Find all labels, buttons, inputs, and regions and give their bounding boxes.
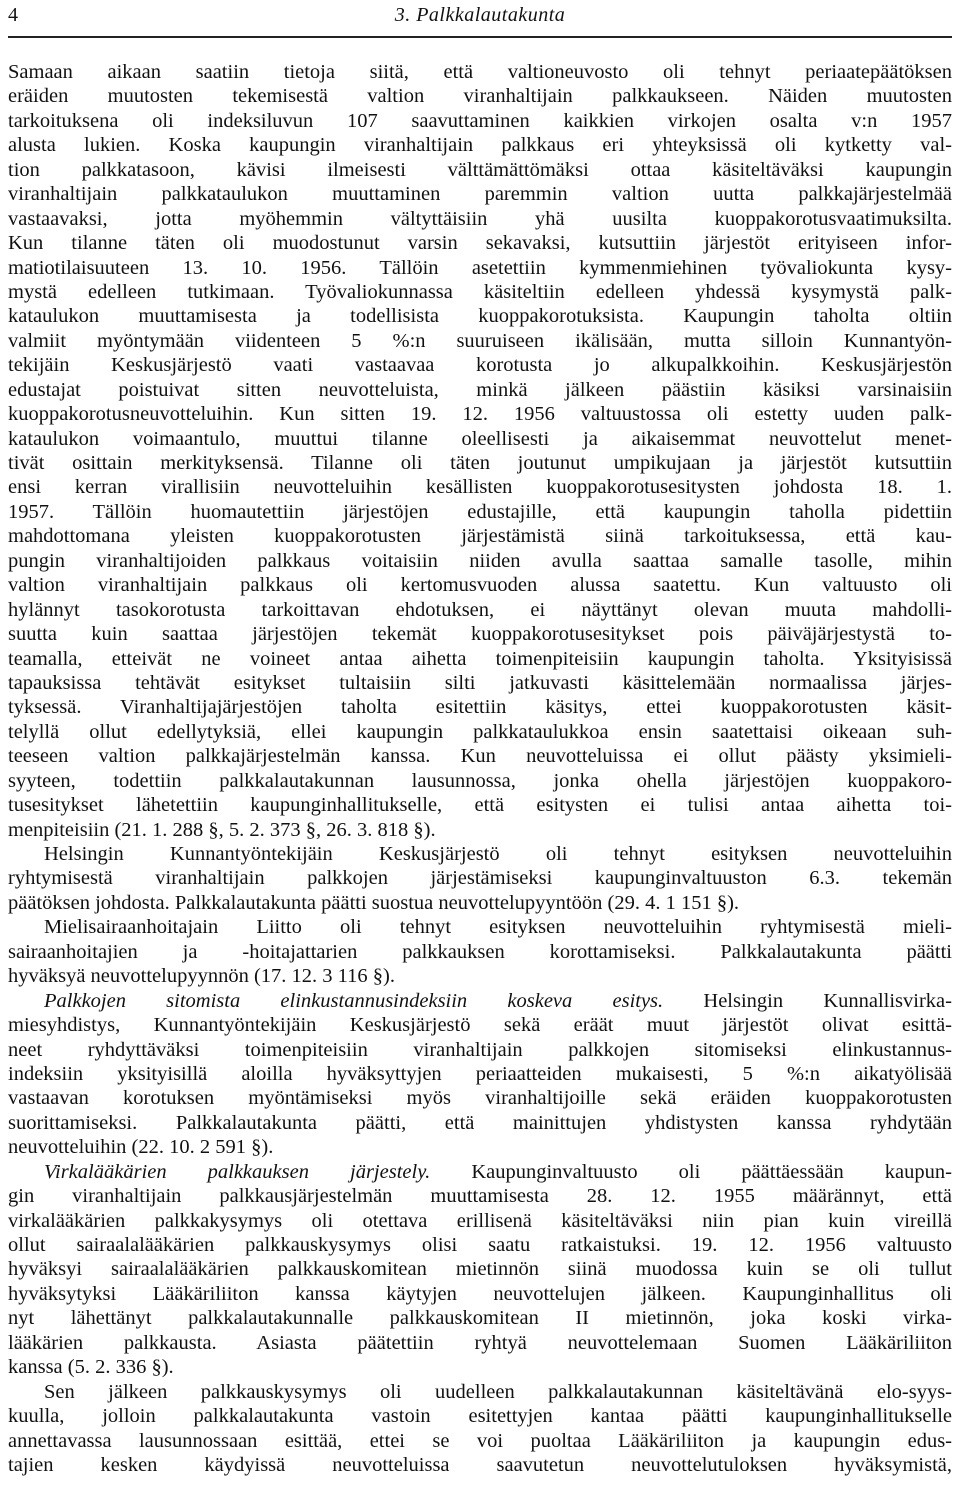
line-text: hyväksytyksi Lääkäriliiton kanssa käytyjen neuvottelujen jälkeen. Kaupunginhallitus oli bbox=[8, 1282, 952, 1305]
text-line bbox=[8, 84, 952, 108]
text-line bbox=[8, 304, 952, 328]
text-line bbox=[8, 1453, 952, 1477]
text-line bbox=[8, 1331, 952, 1355]
line-text: gin viranhaltijain palkkausjärjestelmän muuttamisesta 28. 12. 1955 määrännyt, että bbox=[8, 1185, 952, 1208]
line-text: annettavassa lausunnossaan esittää, ettei se voi puoltaa Lääkäriliiton ja kaupungin edus- bbox=[8, 1429, 952, 1452]
text-line bbox=[8, 378, 952, 402]
line-text: tivät osittain merkityksensä. Tilanne oli täten joutunut umpikujaan ja järjestöt kutsuttiin bbox=[8, 452, 952, 474]
line-text: sairaanhoitajien ja -hoitajattarien palkkauksen korottamiseksi. Palkkalautakunta päätti bbox=[8, 940, 952, 963]
line-text: Helsingin Kunnallisvirka- bbox=[663, 989, 952, 1012]
line-text: tyksessä. Viranhaltijajärjestöjen taholta esitettiin käsitys, ettei kuoppakorotusten käsit- bbox=[8, 696, 952, 719]
text-line bbox=[8, 793, 952, 817]
line-text: viranhaltijain palkkataulukon muuttaminen paremmin valtion uutta palkkajärjestelmää bbox=[8, 183, 952, 206]
text-line bbox=[8, 500, 952, 524]
line-text: neuvotteluihin (22. 10. 2 591 §). bbox=[8, 1136, 274, 1159]
line-text: kuulla, jolloin palkkalautakunta vastoin esitettyjen kantaa päätti kaupunginhallitukselle bbox=[8, 1405, 952, 1428]
text-line bbox=[8, 769, 952, 793]
section-heading: Palkkojen sitomista elinkustannusindeksiin koskeva esitys. bbox=[44, 989, 664, 1012]
text-line bbox=[8, 402, 952, 426]
line-text: edustajat poistuivat sitten neuvotteluista, minkä jälkeen päästiin käsiksi varsinaisiin bbox=[8, 378, 952, 401]
line-text: kataulukon muuttamisesta ja todellisista kuoppakorotuksista. Kaupungin taholta oltiin bbox=[8, 305, 952, 328]
text-line bbox=[8, 524, 952, 548]
line-text: tajien kesken käydyissä neuvotteluissa saavutetun neuvottelutuloksen hyväksymistä, bbox=[8, 1453, 952, 1476]
line-text: Kun tilanne täten oli muodostunut varsin sekavaksi, kutsuttiin järjestöt erityiseen infor- bbox=[8, 232, 952, 255]
text-line bbox=[8, 475, 952, 499]
line-text: Sen jälkeen palkkauskysymys oli uudelleen palkkalautakunnan käsiteltävänä elo-syys- bbox=[44, 1380, 952, 1403]
text-line bbox=[8, 231, 952, 255]
text-line bbox=[8, 842, 952, 866]
text-line bbox=[8, 158, 952, 182]
text-line bbox=[8, 989, 952, 1013]
line-text: ollut sairaalalääkärien palkkauskysymys olisi saatu ratkaistuksi. 19. 12. 1956 valtuusto bbox=[8, 1234, 952, 1256]
text-line bbox=[8, 1086, 952, 1110]
line-text: mahdottomana yleisten kuoppakorotusten järjestämistä siinä tarkoituksessa, että kau- bbox=[8, 525, 952, 548]
line-text: päätöksen johdosta. Palkkalautakunta päätti suostua neuvottelupyyntöön (29. 4. 1 151 §). bbox=[8, 891, 740, 914]
line-text: tekijäin Keskusjärjestö vaati vastaavaa korotusta jo alkupalkkoihin. Keskusjärjestön bbox=[8, 354, 952, 377]
text-line bbox=[8, 1160, 952, 1184]
text-line bbox=[8, 818, 952, 842]
text-line bbox=[8, 1209, 952, 1233]
text-line bbox=[8, 1111, 952, 1135]
line-text: suorittamiseksi. Palkkalautakunta päätti, että mainittujen yhdistysten kanssa ryhdytään bbox=[8, 1111, 952, 1134]
line-text: vastaavan korotuksen myöntämiseksi myös viranhaltijoille sekä eräiden kuoppakorotusten bbox=[8, 1087, 952, 1110]
line-text: ryhtymisestä viranhaltijain palkkojen järjestämiseksi kaupunginvaltuuston 6.3. tekemän bbox=[8, 867, 952, 890]
text-line bbox=[8, 207, 952, 231]
text-line bbox=[8, 451, 952, 475]
line-text: hyväksyi sairaalalääkärien palkkauskomitean mietinnön siinä muodossa kuin se oli tullut bbox=[8, 1258, 952, 1281]
line-text: eräiden muutosten tekemisestä valtion viranhaltijain palkkaukseen. Näiden muutosten bbox=[8, 85, 952, 108]
line-text: hylännyt tasokorotusta tarkoittavan ehdotuksen, ei näyttänyt olevan muuta mahdolli- bbox=[8, 598, 952, 621]
text-line bbox=[8, 1184, 952, 1208]
line-text: alusta lukien. Koska kaupungin viranhaltijain palkkaus eri yhteyksissä oli kytketty val- bbox=[8, 134, 952, 157]
line-text: pungin viranhaltijoiden palkkaus voitaisiin niiden avulla saattaa samalle tasolle, mihin bbox=[8, 549, 952, 572]
line-text: mystä edelleen tutkimaan. Työvaliokunnassa käsiteltiin edelleen yhdessä kysymystä palk- bbox=[8, 280, 952, 303]
line-text: teeseen valtion palkkajärjestelmän kanssa. Kun neuvotteluissa ei ollut päästy yksimieli- bbox=[8, 745, 952, 768]
line-text: lääkärien palkkausta. Asiasta päätettiin ryhtyä neuvottelemaan Suomen Lääkäriliiton bbox=[8, 1331, 952, 1354]
line-text: syyteen, todettiin palkkalautakunnan lausunnossa, jonka ohella järjestöjen kuoppakoro- bbox=[8, 769, 952, 792]
line-text: hyväksyä neuvottelupyynnön (17. 12. 3 116 §). bbox=[8, 965, 395, 988]
body-text bbox=[8, 60, 952, 1477]
text-line bbox=[8, 1404, 952, 1428]
line-text: miesyhdistys, Kunnantyöntekijäin Keskusjärjestö sekä eräät muut järjestöt olivat esittä- bbox=[8, 1014, 952, 1037]
line-text: kanssa (5. 2. 336 §). bbox=[8, 1356, 174, 1379]
text-line bbox=[8, 1038, 952, 1062]
line-text: tapauksissa tehtävät esitykset tultaisiin silti jatkuvasti käsittelemään normaalissa järjes- bbox=[8, 671, 952, 694]
text-line bbox=[8, 1355, 952, 1379]
line-text: tusesitykset lähetettiin kaupunginhallitukselle, että esitysten ei tulisi antaa aihetta toi- bbox=[8, 794, 952, 817]
line-text: Helsingin Kunnantyöntekijäin Keskusjärjestö oli tehnyt esityksen neuvotteluihin bbox=[44, 843, 952, 865]
text-line bbox=[8, 744, 952, 768]
text-line bbox=[8, 133, 952, 157]
text-line bbox=[8, 256, 952, 280]
line-text: neet ryhdyttäväksi toimenpiteisiin viranhaltijain palkkojen sitomiseksi elinkustannus- bbox=[8, 1038, 952, 1061]
line-text: menpiteisiin (21. 1. 288 §, 5. 2. 373 §, 26. 3. 818 §). bbox=[8, 818, 436, 841]
text-line bbox=[8, 964, 952, 988]
section-heading: Virkalääkärien palkkauksen järjestely. bbox=[44, 1160, 431, 1183]
text-line bbox=[8, 1306, 952, 1330]
line-text: Samaan aikaan saatiin tietoja siitä, että valtioneuvosto oli tehnyt periaatepäätöksen bbox=[8, 61, 952, 83]
line-text: nyt lähettänyt palkkalautakunnalle palkkauskomitean II mietinnön, joka koski virka- bbox=[8, 1307, 952, 1330]
text-line bbox=[8, 353, 952, 377]
text-line bbox=[8, 109, 952, 133]
line-text: indeksiin yksityisillä aloilla hyväksyttyjen periaatteiden mukaisesti, 5 %:n aikatyölisää bbox=[8, 1062, 952, 1085]
text-line bbox=[8, 940, 952, 964]
line-text: vastaavaksi, jotta myöhemmin vältyttäisiin yhä uusilta kuoppakorotusvaatimuksilta. bbox=[8, 207, 952, 230]
text-line bbox=[8, 695, 952, 719]
line-text: suutta kuin saattaa järjestöjen tekemät kuoppakorotusesitykset pois päiväjärjestystä to- bbox=[8, 623, 952, 646]
line-text: 1957. Tällöin huomautettiin järjestöjen edustajille, että kaupungin taholla pidettiin bbox=[8, 500, 952, 523]
text-line bbox=[8, 915, 952, 939]
text-line bbox=[8, 427, 952, 451]
line-text: tion palkkatasoon, kävisi ilmeisesti välttämättömäksi ottaa käsiteltäväksi kaupungin bbox=[8, 158, 952, 181]
text-line bbox=[8, 1380, 952, 1404]
line-text: virkalääkärien palkkakysymys oli otettava erillisenä käsiteltäväksi niin pian kuin vireillä bbox=[8, 1209, 952, 1232]
text-line bbox=[8, 329, 952, 353]
text-line bbox=[8, 622, 952, 646]
line-text: teamalla, etteivät ne voineet antaa aihetta toimenpiteisiin kaupungin taholta. Yksityisissä bbox=[8, 647, 952, 670]
text-line bbox=[8, 182, 952, 206]
line-text: tarkoituksena oli indeksiluvun 107 saavuttaminen kaikkien virkojen osalta v:n 1957 bbox=[8, 109, 952, 132]
text-line bbox=[8, 720, 952, 744]
text-line bbox=[8, 549, 952, 573]
text-line bbox=[8, 573, 952, 597]
text-line bbox=[8, 280, 952, 304]
text-line bbox=[8, 1282, 952, 1306]
line-text: ensi kerran virallisiin neuvotteluihin kesällisten kuoppakorotusesitysten johdosta 18. 1. bbox=[8, 476, 952, 499]
text-line bbox=[8, 647, 952, 671]
page-number: 4 bbox=[8, 4, 18, 26]
text-line bbox=[8, 1429, 952, 1453]
line-text: Kaupunginvaltuusto oli päättäessään kaupun- bbox=[430, 1160, 952, 1183]
text-line bbox=[8, 671, 952, 695]
line-text: valmiit myöntymään viidenteen 5 %:n suuruiseen ikälisään, mutta silloin Kunnantyön- bbox=[8, 329, 952, 352]
text-line bbox=[8, 1257, 952, 1281]
text-line bbox=[8, 1135, 952, 1159]
line-text: valtion viranhaltijain palkkaus oli kertomusvuoden alussa saatettu. Kun valtuusto oli bbox=[8, 574, 952, 597]
text-line bbox=[8, 866, 952, 890]
line-text: telyllä ollut edellytyksiä, ellei kaupungin palkkataulukkoa ensin saatettaisi oikeaan suh- bbox=[8, 720, 952, 743]
text-line bbox=[8, 60, 952, 84]
page-header bbox=[8, 0, 952, 38]
text-line bbox=[8, 1062, 952, 1086]
text-line bbox=[8, 1013, 952, 1037]
line-text: matiotilaisuuteen 13. 10. 1956. Tällöin asetettiin kymmenmiehinen työvaliokunta kysy- bbox=[8, 256, 952, 279]
text-line bbox=[8, 1233, 952, 1257]
line-text: Mielisairaanhoitajain Liitto oli tehnyt esityksen neuvotteluihin ryhtymisestä mieli- bbox=[44, 916, 952, 939]
line-text: kataulukon voimaantulo, muuttui tilanne oleellisesti ja aikaisemmat neuvottelut menet- bbox=[8, 427, 952, 450]
text-line bbox=[8, 891, 952, 915]
line-text: kuoppakorotusneuvotteluihin. Kun sitten 19. 12. 1956 valtuustossa oli estetty uuden palk- bbox=[8, 403, 952, 426]
running-title: 3. Palkkalautakunta bbox=[394, 4, 566, 26]
text-line bbox=[8, 598, 952, 622]
